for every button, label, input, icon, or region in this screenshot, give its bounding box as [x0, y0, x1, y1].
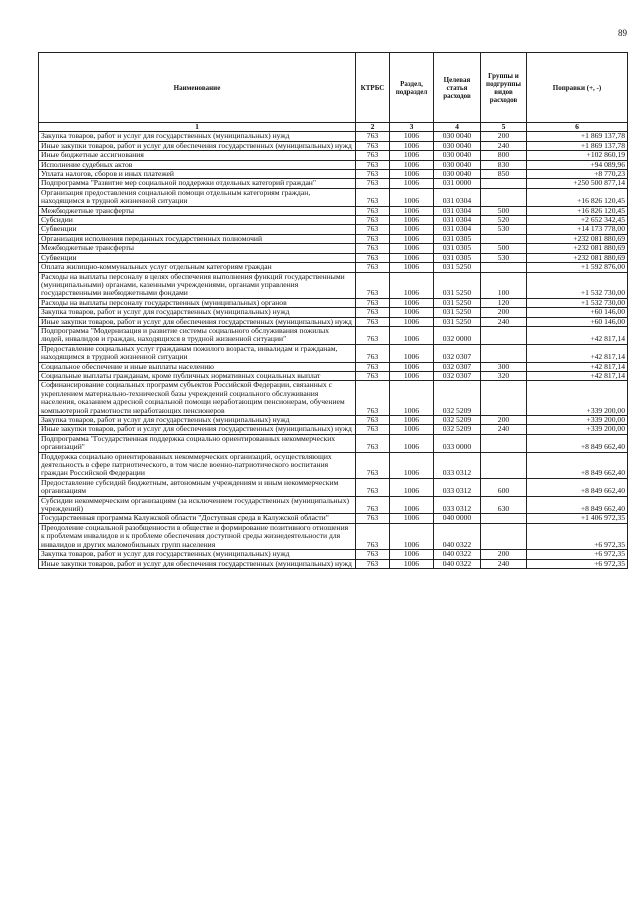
header-row	[39, 53, 628, 123]
row-section: 1006	[390, 272, 434, 298]
row-amount: +94 089,96	[527, 160, 628, 169]
row-group: 240	[481, 559, 527, 568]
row-target: 031 5250	[434, 308, 481, 317]
row-amount: +42 817,14	[527, 371, 628, 380]
row-name: Подпрограмма "Государственная поддержка социально ориентированных некоммерческих организаций"	[39, 434, 356, 452]
column-number: 2	[356, 123, 390, 132]
row-name: Исполнение судебных актов	[39, 160, 356, 169]
header-section: Раздел, подраздел	[390, 53, 434, 123]
row-group	[481, 381, 527, 416]
row-name: Подпрограмма "Модернизация и развитие системы социального обслуживания пожилых людей, инвалидов и граждан, находящихся в трудной жизненной ситуации"	[39, 326, 356, 344]
row-section: 1006	[390, 425, 434, 434]
row-target: 033 0312	[434, 478, 481, 496]
row-target: 030 0040	[434, 132, 481, 141]
row-ktrbs: 763	[356, 308, 390, 317]
row-section: 1006	[390, 188, 434, 206]
row-group: 600	[481, 478, 527, 496]
row-ktrbs: 763	[356, 344, 390, 362]
row-name: Субвенции	[39, 253, 356, 262]
row-target: 030 0040	[434, 160, 481, 169]
table-row	[39, 496, 628, 514]
row-section: 1006	[390, 550, 434, 559]
table-row	[39, 523, 628, 549]
row-amount: +250 500 877,14	[527, 179, 628, 188]
row-group	[481, 452, 527, 478]
row-amount: +42 817,14	[527, 344, 628, 362]
row-amount: +60 146,00	[527, 308, 628, 317]
table-row	[39, 559, 628, 568]
row-group: 100	[481, 272, 527, 298]
row-section: 1006	[390, 362, 434, 371]
row-group	[481, 179, 527, 188]
table-row	[39, 188, 628, 206]
row-amount: +16 826 120,45	[527, 206, 628, 215]
table-row	[39, 151, 628, 160]
row-group: 300	[481, 362, 527, 371]
row-amount: +8 849 662,40	[527, 496, 628, 514]
row-amount: +1 406 972,35	[527, 514, 628, 523]
row-section: 1006	[390, 416, 434, 425]
table-row	[39, 371, 628, 380]
table-row	[39, 206, 628, 215]
row-section: 1006	[390, 371, 434, 380]
row-name: Организация исполнения переданных государственных полномочий	[39, 234, 356, 243]
row-group	[481, 523, 527, 549]
table-row	[39, 317, 628, 326]
row-ktrbs: 763	[356, 170, 390, 179]
row-section: 1006	[390, 179, 434, 188]
row-amount: +8 849 662,40	[527, 478, 628, 496]
row-name: Закупка товаров, работ и услуг для государственных (муниципальных) нужд	[39, 308, 356, 317]
row-amount: +8 770,23	[527, 170, 628, 179]
table-row	[39, 478, 628, 496]
row-section: 1006	[390, 225, 434, 234]
row-ktrbs: 763	[356, 559, 390, 568]
row-group: 830	[481, 160, 527, 169]
row-ktrbs: 763	[356, 514, 390, 523]
row-target: 040 0000	[434, 514, 481, 523]
column-number: 4	[434, 123, 481, 132]
row-section: 1006	[390, 141, 434, 150]
row-ktrbs: 763	[356, 550, 390, 559]
row-group	[481, 263, 527, 272]
row-target: 031 0305	[434, 234, 481, 243]
table-row	[39, 344, 628, 362]
table-row	[39, 160, 628, 169]
row-target: 031 0304	[434, 206, 481, 215]
table-row	[39, 362, 628, 371]
row-name: Иные закупки товаров, работ и услуг для обеспечения государственных (муниципальных) нужд	[39, 141, 356, 150]
row-target: 031 0000	[434, 179, 481, 188]
row-target: 032 0307	[434, 371, 481, 380]
row-ktrbs: 763	[356, 523, 390, 549]
row-group: 120	[481, 298, 527, 307]
row-name: Закупка товаров, работ и услуг для государственных (муниципальных) нужд	[39, 416, 356, 425]
row-target: 032 5209	[434, 425, 481, 434]
row-group	[481, 326, 527, 344]
row-name: Субсидии некоммерческим организациям (за исключением государственных (муниципальных) учреждений)	[39, 496, 356, 514]
row-amount: +339 200,00	[527, 381, 628, 416]
row-name: Иные закупки товаров, работ и услуг для обеспечения государственных (муниципальных) нужд	[39, 559, 356, 568]
row-group: 200	[481, 308, 527, 317]
header-ktrbs: КТРБС	[356, 53, 390, 123]
row-name: Подпрограмма "Развитие мер социальной поддержки отдельных категорий граждан"	[39, 179, 356, 188]
row-amount: +1 592 876,00	[527, 263, 628, 272]
row-target: 033 0312	[434, 496, 481, 514]
row-name: Иные закупки товаров, работ и услуг для обеспечения государственных (муниципальных) нужд	[39, 425, 356, 434]
row-section: 1006	[390, 234, 434, 243]
table-row	[39, 234, 628, 243]
row-section: 1006	[390, 496, 434, 514]
table-row	[39, 244, 628, 253]
header-groups: Группы и подгруппы видов расходов	[481, 53, 527, 123]
row-amount: +6 972,35	[527, 559, 628, 568]
row-target: 030 0040	[434, 170, 481, 179]
table-body	[39, 132, 628, 569]
column-number: 1	[39, 123, 356, 132]
row-ktrbs: 763	[356, 272, 390, 298]
row-name: Социальное обеспечение и иные выплаты населению	[39, 362, 356, 371]
table-row	[39, 141, 628, 150]
row-section: 1006	[390, 381, 434, 416]
row-ktrbs: 763	[356, 179, 390, 188]
row-target: 031 5250	[434, 272, 481, 298]
row-group: 520	[481, 216, 527, 225]
row-group: 200	[481, 416, 527, 425]
row-ktrbs: 763	[356, 434, 390, 452]
row-target: 031 0305	[434, 244, 481, 253]
row-amount: +1 532 730,00	[527, 298, 628, 307]
row-amount: +6 972,35	[527, 523, 628, 549]
row-section: 1006	[390, 160, 434, 169]
header-changes: Поправки (+, -)	[527, 53, 628, 123]
row-ktrbs: 763	[356, 206, 390, 215]
row-name: Межбюджетные трансферты	[39, 206, 356, 215]
row-name: Оплата жилищно-коммунальных услуг отдельным категориям граждан	[39, 263, 356, 272]
row-name: Субсидии	[39, 216, 356, 225]
table-row	[39, 179, 628, 188]
row-section: 1006	[390, 253, 434, 262]
row-group: 530	[481, 225, 527, 234]
row-section: 1006	[390, 478, 434, 496]
row-ktrbs: 763	[356, 362, 390, 371]
row-ktrbs: 763	[356, 151, 390, 160]
row-ktrbs: 763	[356, 425, 390, 434]
table-row	[39, 550, 628, 559]
table-row	[39, 514, 628, 523]
row-name: Предоставление социальных услуг гражданам пожилого возраста, инвалидам и гражданам, находящимся в трудной жизненной ситуации	[39, 344, 356, 362]
row-name: Поддержка социально ориентированных некоммерческих организаций, осуществляющих деятельность в сфере патриотического, в том числе военно-патриотического воспитания граждан Российской Федерации	[39, 452, 356, 478]
row-ktrbs: 763	[356, 188, 390, 206]
row-name: Софинансирование социальных программ субъектов Российской Федерации, связанных с укреплением материально-технической базы учреждений социального обслуживания населения, оказанием адресной социальной помощи неработающим пенсионерам, обучением компьютерной грамотности неработающих пенсионеров	[39, 381, 356, 416]
row-group: 240	[481, 317, 527, 326]
row-target: 030 0040	[434, 151, 481, 160]
table-row	[39, 381, 628, 416]
row-ktrbs: 763	[356, 225, 390, 234]
row-section: 1006	[390, 308, 434, 317]
row-name: Закупка товаров, работ и услуг для государственных (муниципальных) нужд	[39, 550, 356, 559]
row-amount: +1 869 137,78	[527, 132, 628, 141]
row-amount: +102 860,19	[527, 151, 628, 160]
table-row	[39, 416, 628, 425]
row-amount: +8 849 662,40	[527, 434, 628, 452]
row-amount: +2 652 342,45	[527, 216, 628, 225]
row-name: Организация предоставления социальной помощи отдельным категориям граждан, находящимся в трудной жизненной ситуации	[39, 188, 356, 206]
row-target: 032 0307	[434, 344, 481, 362]
row-section: 1006	[390, 132, 434, 141]
row-ktrbs: 763	[356, 244, 390, 253]
row-section: 1006	[390, 326, 434, 344]
row-section: 1006	[390, 514, 434, 523]
row-group: 240	[481, 425, 527, 434]
row-amount: +6 972,35	[527, 550, 628, 559]
row-section: 1006	[390, 151, 434, 160]
row-target: 031 0304	[434, 188, 481, 206]
row-target: 032 5209	[434, 416, 481, 425]
row-ktrbs: 763	[356, 298, 390, 307]
row-amount: +14 173 778,00	[527, 225, 628, 234]
page-number: 89	[618, 28, 627, 38]
row-group: 320	[481, 371, 527, 380]
row-ktrbs: 763	[356, 141, 390, 150]
row-ktrbs: 763	[356, 416, 390, 425]
row-group	[481, 188, 527, 206]
row-amount: +232 081 880,69	[527, 234, 628, 243]
table-row	[39, 272, 628, 298]
row-name: Закупка товаров, работ и услуг для государственных (муниципальных) нужд	[39, 132, 356, 141]
header-name: Наименование	[39, 53, 356, 123]
row-section: 1006	[390, 559, 434, 568]
row-target: 031 5250	[434, 298, 481, 307]
column-number-row	[39, 123, 628, 132]
row-name: Субвенции	[39, 225, 356, 234]
row-amount: +1 532 730,00	[527, 272, 628, 298]
table-row	[39, 170, 628, 179]
row-ktrbs: 763	[356, 452, 390, 478]
row-amount: +8 849 662,40	[527, 452, 628, 478]
row-ktrbs: 763	[356, 263, 390, 272]
row-ktrbs: 763	[356, 496, 390, 514]
row-group: 200	[481, 550, 527, 559]
row-target: 032 0000	[434, 326, 481, 344]
row-target: 033 0000	[434, 434, 481, 452]
row-section: 1006	[390, 344, 434, 362]
row-name: Социальные выплаты гражданам, кроме публичных нормативных социальных выплат	[39, 371, 356, 380]
row-target: 032 0307	[434, 362, 481, 371]
row-ktrbs: 763	[356, 234, 390, 243]
row-ktrbs: 763	[356, 326, 390, 344]
table-row	[39, 225, 628, 234]
table-row	[39, 298, 628, 307]
table-row	[39, 326, 628, 344]
header-target: Целевая статья расходов	[434, 53, 481, 123]
row-section: 1006	[390, 244, 434, 253]
table-row	[39, 132, 628, 141]
row-section: 1006	[390, 523, 434, 549]
row-section: 1006	[390, 434, 434, 452]
table-row	[39, 425, 628, 434]
row-ktrbs: 763	[356, 216, 390, 225]
row-amount: +16 826 120,45	[527, 188, 628, 206]
row-target: 031 0305	[434, 253, 481, 262]
table-row	[39, 253, 628, 262]
row-name: Иные закупки товаров, работ и услуг для обеспечения государственных (муниципальных) нужд	[39, 317, 356, 326]
row-target: 033 0312	[434, 452, 481, 478]
row-section: 1006	[390, 170, 434, 179]
row-amount: +232 081 880,69	[527, 244, 628, 253]
row-name: Расходы на выплаты персоналу государственных (муниципальных) органов	[39, 298, 356, 307]
row-ktrbs: 763	[356, 132, 390, 141]
row-target: 040 0322	[434, 559, 481, 568]
row-target: 032 5209	[434, 381, 481, 416]
row-group: 240	[481, 141, 527, 150]
row-group: 500	[481, 206, 527, 215]
row-group: 500	[481, 244, 527, 253]
row-name: Государственная программа Калужской области "Доступная среда в Калужской области"	[39, 514, 356, 523]
row-amount: +339 200,00	[527, 416, 628, 425]
row-section: 1006	[390, 298, 434, 307]
row-target: 040 0322	[434, 550, 481, 559]
row-group: 800	[481, 151, 527, 160]
row-group	[481, 234, 527, 243]
row-amount: +60 146,00	[527, 317, 628, 326]
row-group: 630	[481, 496, 527, 514]
row-section: 1006	[390, 452, 434, 478]
row-name: Преодоление социальной разобщенности в обществе и формирование позитивного отношения к проблемам инвалидов и к проблеме обеспечения доступной среды жизнедеятельности для инвалидов и других маломобильных групп населения	[39, 523, 356, 549]
row-target: 040 0322	[434, 523, 481, 549]
row-target: 031 5250	[434, 263, 481, 272]
row-name: Межбюджетные трансферты	[39, 244, 356, 253]
row-group	[481, 344, 527, 362]
row-name: Иные бюджетные ассигнования	[39, 151, 356, 160]
row-group	[481, 514, 527, 523]
row-amount: +42 817,14	[527, 362, 628, 371]
row-ktrbs: 763	[356, 381, 390, 416]
row-section: 1006	[390, 206, 434, 215]
row-section: 1006	[390, 317, 434, 326]
column-number: 6	[527, 123, 628, 132]
row-section: 1006	[390, 263, 434, 272]
row-name: Предоставление субсидий бюджетным, автономным учреждениям и иным некоммерческим организациям	[39, 478, 356, 496]
row-target: 031 0304	[434, 216, 481, 225]
row-ktrbs: 763	[356, 478, 390, 496]
row-ktrbs: 763	[356, 160, 390, 169]
row-amount: +339 200,00	[527, 425, 628, 434]
row-ktrbs: 763	[356, 371, 390, 380]
table-row	[39, 263, 628, 272]
table-row	[39, 308, 628, 317]
row-group	[481, 434, 527, 452]
row-amount: +42 817,14	[527, 326, 628, 344]
row-target: 031 5250	[434, 317, 481, 326]
table-row	[39, 452, 628, 478]
row-target: 031 0304	[434, 225, 481, 234]
row-ktrbs: 763	[356, 253, 390, 262]
row-section: 1006	[390, 216, 434, 225]
table-row	[39, 434, 628, 452]
row-name: Расходы на выплаты персоналу в целях обеспечения выполнения функций государственными (муниципальными) органами, казенными учреждениями, органами управления государственными внебюджетными фондами	[39, 272, 356, 298]
row-target: 030 0040	[434, 141, 481, 150]
row-name: Уплата налогов, сборов и иных платежей	[39, 170, 356, 179]
row-group: 200	[481, 132, 527, 141]
row-group: 530	[481, 253, 527, 262]
row-amount: +232 081 880,69	[527, 253, 628, 262]
row-group: 850	[481, 170, 527, 179]
column-number: 5	[481, 123, 527, 132]
row-ktrbs: 763	[356, 317, 390, 326]
table-row	[39, 216, 628, 225]
budget-table	[38, 52, 628, 569]
row-amount: +1 869 137,78	[527, 141, 628, 150]
column-number: 3	[390, 123, 434, 132]
